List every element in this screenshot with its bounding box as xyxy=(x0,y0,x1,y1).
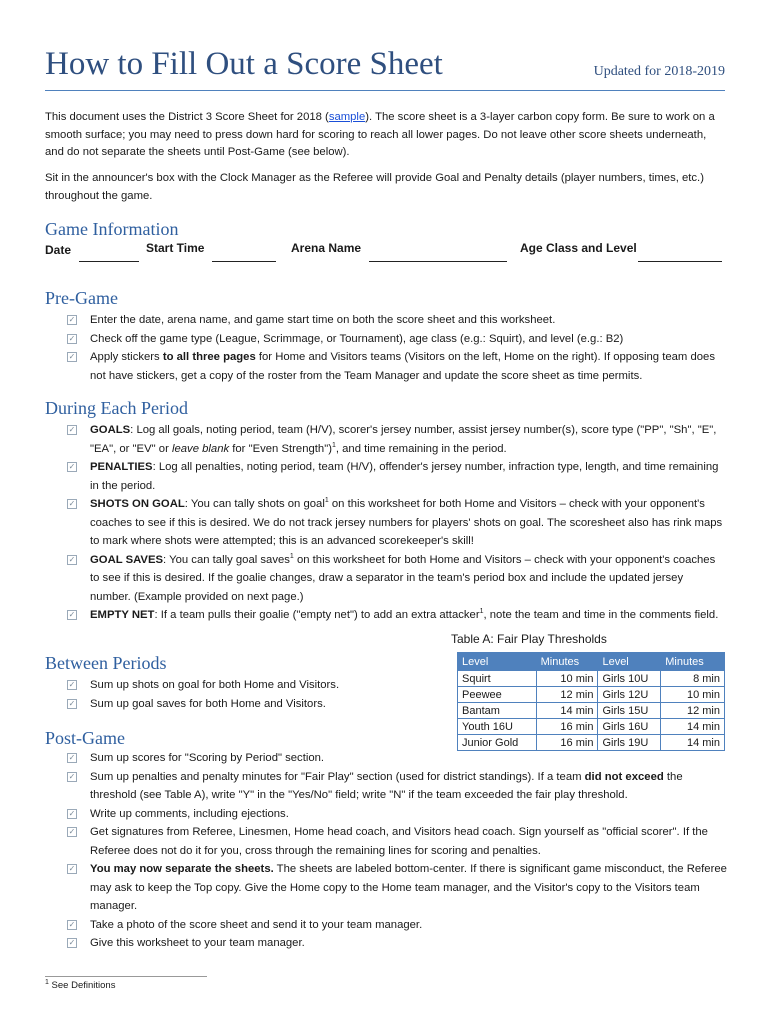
list-item xyxy=(67,805,727,824)
cell: Girls 19U xyxy=(598,735,661,751)
col-header: Minutes xyxy=(661,653,725,671)
age-class-label: Age Class and Level xyxy=(520,241,637,255)
item-text: Take a photo of the score sheet and send it to your team manager. xyxy=(90,918,423,931)
item-text: on this worksheet for both Home and Visitors – check with your opponent's coaches to see if this is desired. We do not track jersey numbers for players' shots on goal. The scoresheet also has rink maps to mark where shots were attempted; this is an advanced scorekeeper's skill! xyxy=(90,498,723,547)
cell: 16 min xyxy=(536,735,598,751)
footnote-ref: 1 xyxy=(331,441,336,449)
post-game-list xyxy=(67,749,727,953)
cell: Bantam xyxy=(458,703,537,719)
intro-text-cont: ). The score sheet is a 3-layer carbon copy form. Be sure to work on a smooth surface; you may need to press down hard for scoring to reach all lower pages. Do not leave other score sheets underneath, and do not separate the sheets until Post-Game (see below). xyxy=(45,111,715,158)
checkbox-icon[interactable]: ✓ xyxy=(68,938,76,947)
cell: Junior Gold xyxy=(458,735,537,751)
item-emphasis: did not exceed xyxy=(584,770,664,783)
list-item xyxy=(67,823,727,860)
item-text: : You can tally shots on goal xyxy=(184,498,325,510)
item-text: Sum up goal saves for both Home and Visitors. xyxy=(90,697,326,710)
cell: 14 min xyxy=(536,703,598,719)
checkbox-icon[interactable]: ✓ xyxy=(68,462,76,471)
item-italic: leave blank xyxy=(171,442,230,455)
item-emphasis: to all three pages xyxy=(162,351,256,363)
cell: 12 min xyxy=(536,687,598,703)
start-time-label: Start Time xyxy=(146,241,205,255)
list-item xyxy=(67,606,727,625)
cell: Girls 16U xyxy=(598,719,661,735)
cell: 8 min xyxy=(661,671,725,687)
age-class-field[interactable] xyxy=(638,261,722,262)
cell: Girls 15U xyxy=(598,703,661,719)
item-text: Sum up shots on goal for both Home and Visitors. xyxy=(90,679,340,691)
cell: 16 min xyxy=(536,719,598,735)
item-text: Give this worksheet to your team manager. xyxy=(90,937,305,949)
item-emphasis: You may now separate the sheets. xyxy=(90,863,274,875)
checkbox-icon[interactable]: ✓ xyxy=(68,425,76,434)
table-row xyxy=(458,687,725,703)
list-item xyxy=(67,495,727,551)
table-row xyxy=(458,671,725,687)
checkbox-icon[interactable]: ✓ xyxy=(68,680,76,689)
item-text: , and time remaining in the period. xyxy=(335,442,507,455)
cell: 10 min xyxy=(661,687,725,703)
item-text: for Home and Visitors teams (Visitors on the left, Home on the right). If opposing team does not have stickers, get a copy of the roster from the Team Manager and update the score sheet as time permits. xyxy=(90,351,715,382)
list-item xyxy=(67,768,727,805)
between-periods-list xyxy=(67,676,407,713)
table-row xyxy=(458,719,725,735)
checkbox-icon[interactable]: ✓ xyxy=(68,808,76,818)
item-text: on this worksheet for both Home and Visitors – check with your opponent's coaches to see if this is desired. If the goalie changes, draw a separator in the team's period box and include the updated jersey number. (Example provided on next page.) xyxy=(90,553,716,603)
list-item xyxy=(67,860,727,916)
pre-game-heading: Pre-Game xyxy=(45,288,118,308)
list-item xyxy=(67,330,727,349)
footnote-number: 1 xyxy=(45,978,49,986)
cell: 14 min xyxy=(661,735,725,751)
intro-text: This document uses the District 3 Score Sheet for 2018 ( xyxy=(45,111,329,123)
item-text: for "Even Strength") xyxy=(229,442,332,455)
item-text: Get signatures from Referee, Linesmen, Home head coach, and Visitors head coach. Sign yourself as "official scorer". If the Referee does not do it for you, cross through the remaining lines for scoring and penalties. xyxy=(90,826,708,857)
checkbox-icon[interactable]: ✓ xyxy=(68,827,76,836)
checkbox-icon[interactable]: ✓ xyxy=(68,771,76,781)
list-item xyxy=(67,458,727,495)
between-periods-heading: Between Periods xyxy=(45,653,167,673)
checkbox-icon[interactable]: ✓ xyxy=(68,698,76,708)
cell: 12 min xyxy=(661,703,725,719)
pre-game-list xyxy=(67,311,727,385)
item-text: Check off the game type (League, Scrimmage, or Tournament), age class (e.g.: Squirt), and level (e.g.: B2) xyxy=(90,332,624,345)
list-item xyxy=(67,934,727,953)
list-item xyxy=(67,749,727,768)
cell: Girls 10U xyxy=(598,671,661,687)
table-row xyxy=(458,703,725,719)
start-time-field[interactable] xyxy=(212,261,276,262)
sample-link[interactable]: sample xyxy=(328,111,366,123)
item-text: , note the team and time in the comments field. xyxy=(483,609,719,621)
item-text: : Log all penalties, noting period, team (H/V), offender's jersey number, infraction type, length, and time remaining in the period. xyxy=(90,461,719,492)
list-item xyxy=(67,348,727,385)
cell: Youth 16U xyxy=(458,719,537,735)
item-text: Apply stickers xyxy=(90,351,163,363)
checkbox-icon[interactable]: ✓ xyxy=(68,499,76,508)
arena-name-label: Arena Name xyxy=(291,241,362,255)
checkbox-icon[interactable]: ✓ xyxy=(68,554,76,564)
checkbox-icon[interactable]: ✓ xyxy=(68,753,76,762)
col-header: Level xyxy=(458,653,537,671)
item-label: EMPTY NET xyxy=(90,609,155,621)
footnote xyxy=(45,980,115,991)
footnote-ref: 1 xyxy=(289,552,294,560)
date-label: Date xyxy=(45,243,72,257)
footnote-ref: 1 xyxy=(324,497,329,505)
item-label: GOAL SAVES xyxy=(90,553,164,566)
item-label: GOALS xyxy=(90,424,131,436)
post-game-heading: Post-Game xyxy=(45,728,125,748)
item-text: : You can tally goal saves xyxy=(163,553,290,566)
date-field[interactable] xyxy=(79,261,139,262)
footnote-text: See Definitions xyxy=(48,980,116,991)
item-label: SHOTS ON GOAL xyxy=(90,498,185,510)
checkbox-icon[interactable]: ✓ xyxy=(68,315,76,324)
checkbox-icon[interactable]: ✓ xyxy=(68,333,76,343)
list-item xyxy=(67,695,407,714)
cell: Peewee xyxy=(458,687,537,703)
fair-play-table xyxy=(457,652,725,751)
col-header: Minutes xyxy=(536,653,598,671)
item-text: Sum up penalties and penalty minutes for "Fair Play" section (used for district standings). If a team xyxy=(90,770,585,783)
list-item xyxy=(67,421,727,458)
list-item xyxy=(67,676,407,695)
list-item xyxy=(67,311,727,330)
intro-paragraph-1 xyxy=(45,109,725,162)
cell: 10 min xyxy=(536,671,598,687)
checkbox-icon[interactable]: ✓ xyxy=(68,352,76,361)
during-period-list xyxy=(67,421,727,625)
cell: Girls 12U xyxy=(598,687,661,703)
list-item xyxy=(67,551,727,607)
item-text: : Log all goals, noting period, team (H/V), scorer's jersey number, assist jersey number(s), score type ("PP", "Sh", "E", "EA", or "EV" or xyxy=(90,424,717,455)
checkbox-icon[interactable]: ✓ xyxy=(68,864,76,873)
intro-paragraph-2: Sit in the announcer's box with the Clock Manager as the Referee will provide Goal and Penalty details (player numbers, times, etc.) throughout the game. xyxy=(45,172,704,202)
item-text: the threshold (see Table A), write "Y" in the "Yes/No" field; write "N" if the team exceeded the fair play threshold. xyxy=(90,770,683,801)
title-rule xyxy=(45,90,725,91)
cell: 14 min xyxy=(661,719,725,735)
table-header-row xyxy=(458,653,725,671)
item-text: Write up comments, including ejections. xyxy=(90,807,289,820)
game-information-fields xyxy=(45,243,725,267)
checkbox-icon[interactable]: ✓ xyxy=(68,610,76,619)
item-text: The sheets are labeled bottom-center. If there is significant game misconduct, the Referee may ask to keep the Top copy. Give the Home copy to the Home team manager, and the Visitor's copy to the Visitors team manager. xyxy=(90,863,727,912)
page-title: How to Fill Out a Score Sheet xyxy=(45,46,443,82)
list-item xyxy=(67,916,727,935)
col-header: Level xyxy=(598,653,661,671)
table-caption: Table A: Fair Play Thresholds xyxy=(451,632,607,646)
during-each-period-heading: During Each Period xyxy=(45,398,188,418)
item-text: : If a team pulls their goalie ("empty net") to add an extra attacker xyxy=(154,609,480,621)
cell: Squirt xyxy=(458,671,537,687)
footnote-ref: 1 xyxy=(479,608,484,616)
item-text: Enter the date, arena name, and game start time on both the score sheet and this worksheet. xyxy=(90,314,556,326)
arena-name-field[interactable] xyxy=(369,261,507,262)
item-label: PENALTIES xyxy=(90,461,153,473)
game-information-heading: Game Information xyxy=(45,219,179,239)
footnote-rule xyxy=(45,976,207,977)
item-text: Sum up scores for "Scoring by Period" section. xyxy=(90,752,325,764)
checkbox-icon[interactable]: ✓ xyxy=(68,919,76,929)
updated-label: Updated for 2018-2019 xyxy=(593,64,725,79)
